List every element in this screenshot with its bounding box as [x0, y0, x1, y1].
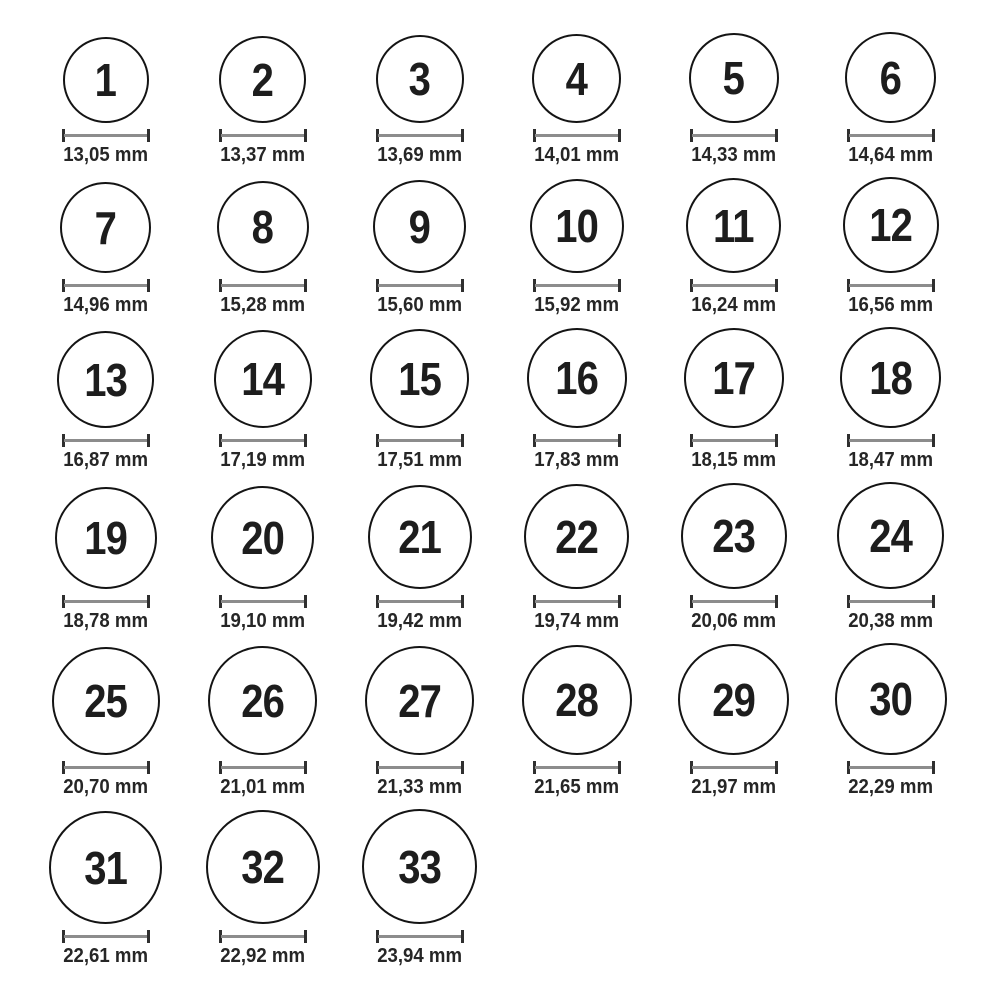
- ring-size-item: [184, 181, 341, 315]
- diameter-ruler: [690, 595, 778, 608]
- size-circle: [57, 331, 154, 428]
- ruler-tick-right: [461, 930, 464, 943]
- ring-size-item: [498, 328, 655, 470]
- size-number: 16: [555, 352, 598, 404]
- diameter-label: 22,61 mm: [63, 945, 148, 967]
- ruler-tick-right: [304, 279, 307, 292]
- ruler-line: [535, 439, 619, 442]
- ruler-tick-right: [932, 279, 935, 292]
- ruler-line: [692, 439, 776, 442]
- size-circle: [373, 180, 466, 273]
- ruler-line: [378, 600, 462, 603]
- ring-size-item: [812, 177, 969, 315]
- size-circle: [524, 484, 629, 589]
- ring-size-item: [184, 646, 341, 797]
- size-number: 2: [251, 53, 274, 106]
- ring-size-item: [341, 809, 498, 966]
- size-circle: [55, 487, 157, 589]
- diameter-ruler: [219, 595, 307, 608]
- size-circle: [681, 483, 787, 589]
- size-circle: [527, 328, 627, 428]
- diameter-ruler: [533, 595, 621, 608]
- ruler-tick-right: [304, 595, 307, 608]
- size-number: 24: [869, 509, 912, 562]
- diameter-ruler: [219, 129, 307, 142]
- size-circle: [686, 178, 781, 273]
- ruler-line: [378, 766, 462, 769]
- diameter-ruler: [690, 761, 778, 774]
- ring-size-item: [655, 178, 812, 315]
- size-number: 10: [555, 200, 598, 252]
- diameter-ruler: [533, 761, 621, 774]
- ruler-line: [692, 284, 776, 287]
- ruler-line: [849, 134, 933, 137]
- size-circle: [217, 181, 309, 273]
- diameter-ruler: [690, 279, 778, 292]
- size-circle: [678, 644, 789, 755]
- size-circle: [365, 646, 474, 755]
- ring-size-item: [341, 485, 498, 631]
- ring-size-item: [27, 182, 184, 315]
- size-number: 14: [241, 353, 284, 405]
- diameter-label: 20,38 mm: [848, 610, 933, 632]
- ring-size-item: [27, 487, 184, 631]
- ring-size-item: [184, 810, 341, 966]
- ring-size-item: [184, 486, 341, 631]
- ruler-line: [692, 134, 776, 137]
- diameter-label: 19,74 mm: [534, 610, 619, 632]
- ruler-line: [378, 935, 462, 938]
- size-circle: [370, 329, 469, 428]
- ring-size-item: [812, 32, 969, 165]
- size-circle: [60, 182, 151, 273]
- ruler-line: [64, 600, 148, 603]
- ruler-tick-right: [775, 279, 778, 292]
- ruler-tick-right: [775, 434, 778, 447]
- diameter-label: 18,47 mm: [848, 449, 933, 471]
- size-circle: [211, 486, 314, 589]
- diameter-label: 13,05 mm: [63, 144, 148, 166]
- ruler-tick-right: [775, 595, 778, 608]
- size-number: 21: [398, 511, 441, 563]
- ruler-line: [692, 600, 776, 603]
- size-number: 32: [241, 841, 284, 893]
- ruler-line: [849, 600, 933, 603]
- ruler-line: [221, 600, 305, 603]
- diameter-label: 15,92 mm: [534, 294, 619, 316]
- ring-size-item: [27, 37, 184, 165]
- ring-size-item: [655, 328, 812, 470]
- size-circle: [840, 327, 941, 428]
- ruler-tick-right: [304, 129, 307, 142]
- size-circle: [206, 810, 320, 924]
- diameter-ruler: [62, 761, 150, 774]
- diameter-label: 22,29 mm: [848, 776, 933, 798]
- ruler-tick-right: [618, 129, 621, 142]
- diameter-label: 14,33 mm: [691, 144, 776, 166]
- ring-size-item: [812, 482, 969, 631]
- diameter-label: 13,37 mm: [220, 144, 305, 166]
- ruler-tick-right: [461, 595, 464, 608]
- diameter-label: 17,51 mm: [377, 449, 462, 471]
- ruler-line: [378, 134, 462, 137]
- diameter-label: 21,65 mm: [534, 776, 619, 798]
- size-circle: [49, 811, 162, 924]
- ruler-tick-right: [147, 595, 150, 608]
- size-number: 9: [408, 200, 431, 253]
- diameter-ruler: [376, 129, 464, 142]
- ruler-tick-right: [147, 930, 150, 943]
- size-number: 23: [712, 510, 755, 562]
- size-circle: [684, 328, 784, 428]
- ruler-line: [221, 284, 305, 287]
- diameter-ruler: [62, 279, 150, 292]
- size-circle: [843, 177, 939, 273]
- diameter-label: 18,78 mm: [63, 610, 148, 632]
- ruler-line: [378, 439, 462, 442]
- ruler-line: [535, 134, 619, 137]
- size-number: 33: [398, 840, 441, 893]
- ruler-tick-right: [147, 434, 150, 447]
- ruler-line: [849, 766, 933, 769]
- size-row: [27, 32, 1000, 165]
- ring-size-item: [27, 811, 184, 966]
- diameter-label: 20,70 mm: [63, 776, 148, 798]
- size-circle: [530, 179, 624, 273]
- size-number: 17: [712, 352, 755, 404]
- ring-size-item: [184, 330, 341, 470]
- ruler-line: [692, 766, 776, 769]
- size-number: 25: [84, 675, 127, 727]
- size-number: 8: [251, 201, 274, 253]
- diameter-ruler: [376, 930, 464, 943]
- ruler-tick-right: [461, 434, 464, 447]
- size-circle: [376, 35, 464, 123]
- diameter-label: 18,15 mm: [691, 449, 776, 471]
- ruler-tick-right: [932, 595, 935, 608]
- size-number: 1: [94, 54, 117, 106]
- ruler-tick-right: [461, 761, 464, 774]
- diameter-ruler: [219, 930, 307, 943]
- diameter-ruler: [376, 279, 464, 292]
- ruler-line: [221, 134, 305, 137]
- ruler-line: [535, 284, 619, 287]
- size-circle: [208, 646, 317, 755]
- ruler-line: [849, 284, 933, 287]
- size-number: 26: [241, 674, 284, 727]
- ring-size-item: [655, 33, 812, 165]
- diameter-label: 19,10 mm: [220, 610, 305, 632]
- size-number: 7: [94, 201, 117, 254]
- ruler-tick-right: [932, 761, 935, 774]
- ruler-tick-right: [618, 279, 621, 292]
- ruler-tick-right: [618, 595, 621, 608]
- ring-size-item: [812, 327, 969, 470]
- diameter-ruler: [847, 595, 935, 608]
- ruler-tick-right: [618, 434, 621, 447]
- size-number: 19: [84, 512, 127, 564]
- size-number: 6: [879, 51, 902, 104]
- ring-size-item: [341, 35, 498, 165]
- diameter-label: 15,60 mm: [377, 294, 462, 316]
- ring-size-item: [498, 34, 655, 165]
- ring-size-item: [498, 645, 655, 797]
- size-number: 27: [398, 674, 441, 727]
- ring-size-item: [184, 36, 341, 165]
- size-circle: [368, 485, 472, 589]
- diameter-ruler: [62, 595, 150, 608]
- ruler-line: [535, 600, 619, 603]
- size-row: [27, 809, 1000, 966]
- size-number: 30: [869, 673, 912, 725]
- ruler-tick-right: [618, 761, 621, 774]
- diameter-ruler: [62, 930, 150, 943]
- diameter-ruler: [533, 434, 621, 447]
- diameter-label: 20,06 mm: [691, 610, 776, 632]
- size-number: 20: [241, 511, 284, 564]
- diameter-label: 17,19 mm: [220, 449, 305, 471]
- size-number: 12: [869, 199, 912, 251]
- diameter-ruler: [847, 761, 935, 774]
- diameter-ruler: [219, 279, 307, 292]
- ruler-line: [535, 766, 619, 769]
- size-circle: [522, 645, 632, 755]
- size-number: 13: [84, 353, 127, 406]
- diameter-ruler: [533, 279, 621, 292]
- diameter-ruler: [62, 434, 150, 447]
- ruler-tick-right: [932, 434, 935, 447]
- diameter-ruler: [690, 129, 778, 142]
- size-circle: [63, 37, 149, 123]
- ruler-tick-right: [304, 761, 307, 774]
- ring-size-item: [812, 643, 969, 797]
- ring-size-item: [341, 180, 498, 315]
- size-circle: [532, 34, 621, 123]
- ring-size-item: [341, 646, 498, 797]
- size-circle: [845, 32, 936, 123]
- ruler-tick-right: [461, 279, 464, 292]
- diameter-label: 14,01 mm: [534, 144, 619, 166]
- diameter-label: 23,94 mm: [377, 945, 462, 967]
- ruler-tick-right: [775, 129, 778, 142]
- size-circle: [362, 809, 477, 924]
- diameter-ruler: [62, 129, 150, 142]
- ruler-line: [378, 284, 462, 287]
- diameter-ruler: [847, 129, 935, 142]
- diameter-ruler: [533, 129, 621, 142]
- diameter-label: 14,96 mm: [63, 294, 148, 316]
- ring-size-item: [27, 647, 184, 797]
- ruler-line: [849, 439, 933, 442]
- size-number: 5: [722, 52, 745, 104]
- diameter-label: 21,01 mm: [220, 776, 305, 798]
- ruler-tick-right: [147, 129, 150, 142]
- diameter-label: 16,24 mm: [691, 294, 776, 316]
- size-circle: [689, 33, 779, 123]
- ruler-tick-right: [147, 761, 150, 774]
- size-circle: [214, 330, 312, 428]
- diameter-label: 16,56 mm: [848, 294, 933, 316]
- diameter-label: 13,69 mm: [377, 144, 462, 166]
- diameter-label: 21,97 mm: [691, 776, 776, 798]
- size-number: 18: [869, 351, 912, 404]
- ring-size-item: [27, 331, 184, 470]
- ruler-tick-right: [932, 129, 935, 142]
- size-number: 4: [565, 52, 588, 105]
- diameter-ruler: [376, 761, 464, 774]
- size-circle: [837, 482, 944, 589]
- diameter-ruler: [376, 595, 464, 608]
- size-number: 29: [712, 673, 755, 726]
- ring-size-item: [655, 483, 812, 631]
- size-number: 3: [408, 53, 431, 105]
- diameter-ruler: [376, 434, 464, 447]
- size-number: 28: [555, 674, 598, 726]
- diameter-ruler: [847, 434, 935, 447]
- ring-size-item: [498, 484, 655, 631]
- size-row: [27, 482, 1000, 631]
- diameter-label: 19,42 mm: [377, 610, 462, 632]
- ruler-line: [64, 134, 148, 137]
- ruler-tick-right: [775, 761, 778, 774]
- size-number: 15: [398, 352, 441, 405]
- ruler-line: [64, 284, 148, 287]
- ring-size-item: [498, 179, 655, 315]
- ruler-tick-right: [461, 129, 464, 142]
- ruler-line: [221, 766, 305, 769]
- diameter-ruler: [690, 434, 778, 447]
- diameter-label: 22,92 mm: [220, 945, 305, 967]
- size-row: [27, 327, 1000, 470]
- ruler-line: [221, 935, 305, 938]
- ruler-line: [64, 439, 148, 442]
- ruler-line: [64, 935, 148, 938]
- diameter-label: 15,28 mm: [220, 294, 305, 316]
- ruler-line: [64, 766, 148, 769]
- ruler-tick-right: [304, 930, 307, 943]
- diameter-label: 16,87 mm: [63, 449, 148, 471]
- diameter-ruler: [219, 434, 307, 447]
- ring-size-item: [341, 329, 498, 470]
- size-number: 11: [713, 199, 754, 252]
- size-number: 22: [555, 510, 598, 563]
- ring-size-item: [655, 644, 812, 797]
- diameter-ruler: [219, 761, 307, 774]
- size-number: 31: [84, 841, 127, 894]
- ruler-line: [221, 439, 305, 442]
- size-row: [27, 643, 1000, 797]
- diameter-label: 21,33 mm: [377, 776, 462, 798]
- ruler-tick-right: [147, 279, 150, 292]
- size-circle: [835, 643, 947, 755]
- size-row: [27, 177, 1000, 315]
- diameter-ruler: [847, 279, 935, 292]
- ruler-tick-right: [304, 434, 307, 447]
- diameter-label: 17,83 mm: [534, 449, 619, 471]
- diameter-label: 14,64 mm: [848, 144, 933, 166]
- size-circle: [219, 36, 306, 123]
- size-circle: [52, 647, 160, 755]
